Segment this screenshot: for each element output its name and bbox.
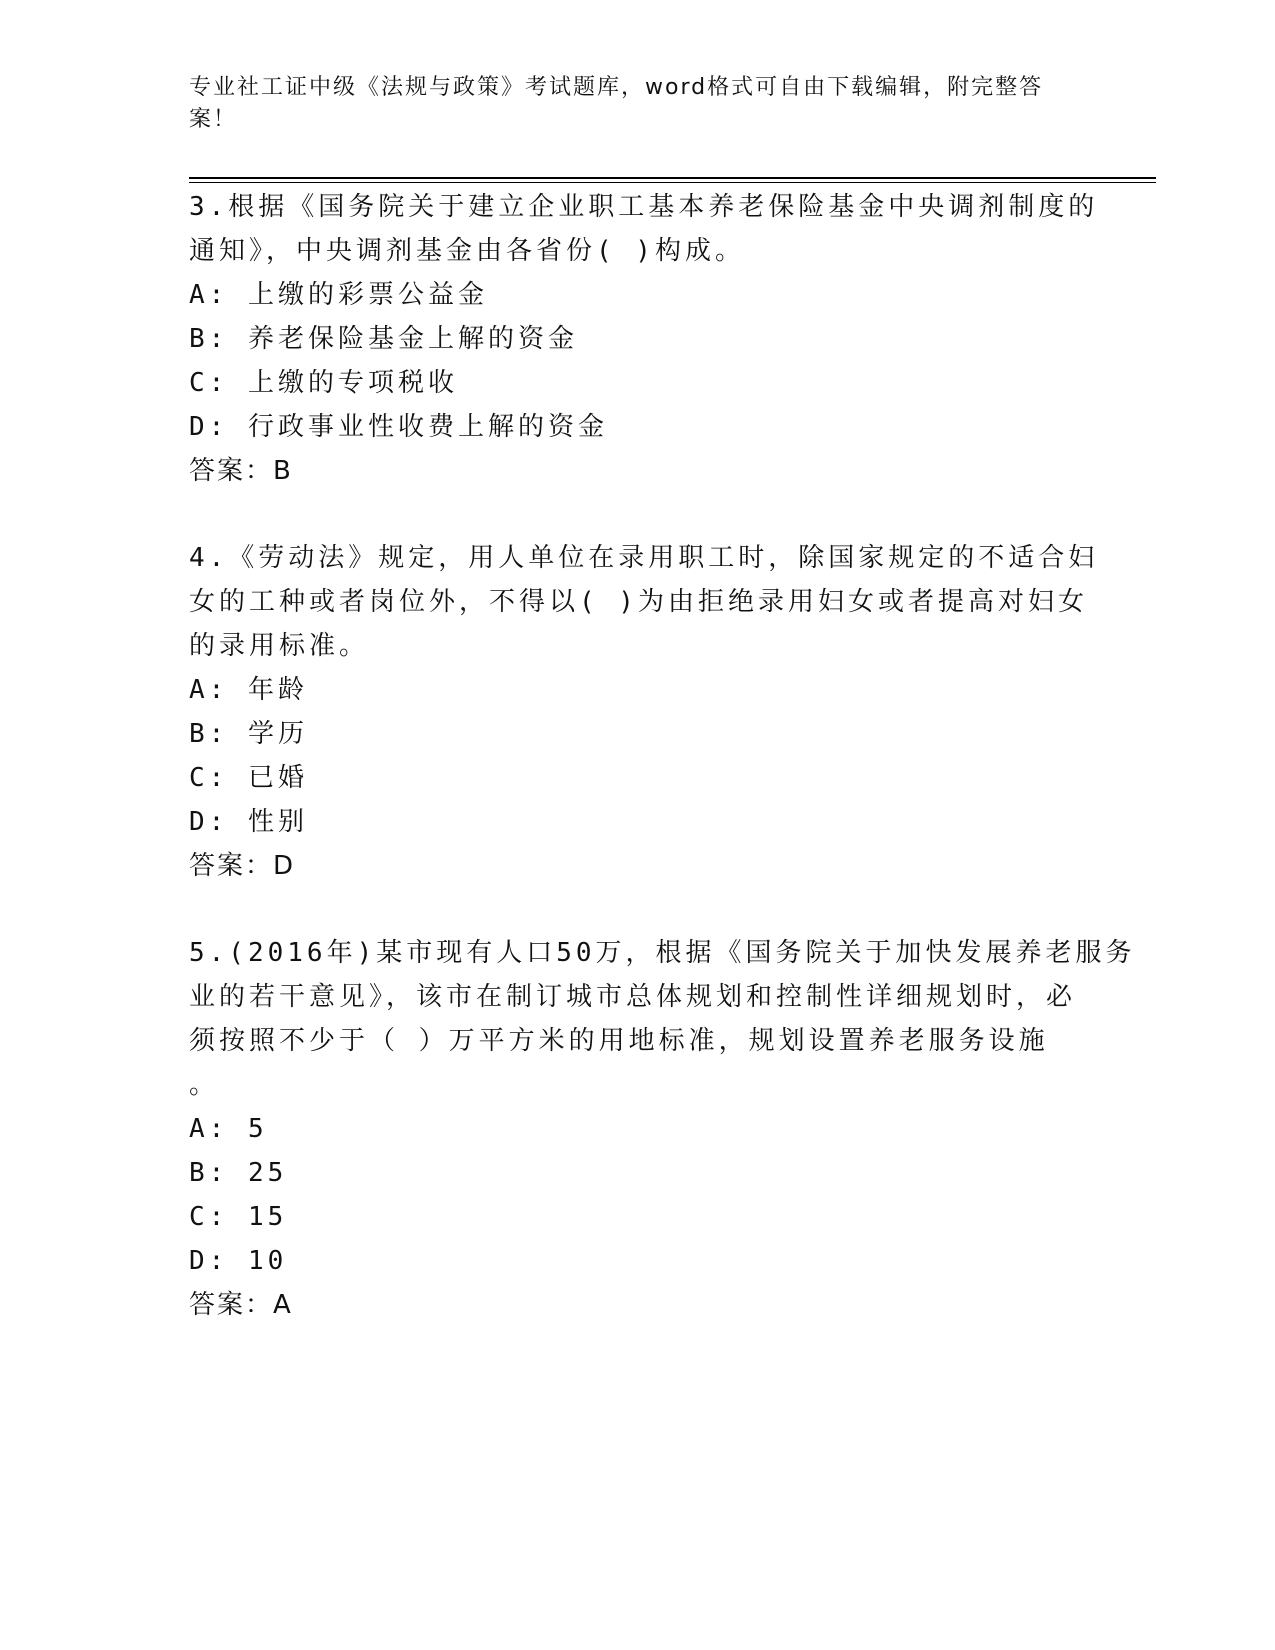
- document-header: [189, 72, 1079, 136]
- question-4-stem-line-3: 的录用标准。: [189, 631, 370, 661]
- question-4-option-b: B: 学历: [189, 719, 308, 749]
- question-5-stem-line-3: 须按照不少于（ ）万平方米的用地标准，规划设置养老服务设施: [189, 1026, 1049, 1056]
- question-3-option-d: D: 行政事业性收费上解的资金: [189, 412, 608, 442]
- question-3-option-b: B: 养老保险基金上解的资金: [189, 324, 578, 354]
- question-3-stem-line-2: 通知》，中央调剂基金由各省份( )构成。: [189, 236, 745, 266]
- question-5-option-c: C: 15: [189, 1202, 288, 1232]
- question-4-stem-line-1: 4.《劳动法》规定，用人单位在录用职工时，除国家规定的不适合妇: [189, 543, 1099, 573]
- question-3-option-a: A: 上缴的彩票公益金: [189, 280, 488, 310]
- question-3-option-c: C: 上缴的专项税收: [189, 368, 458, 398]
- question-5-stem-line-2: 业的若干意见》，该市在制订城市总体规划和控制性详细规划时，必: [189, 982, 1077, 1012]
- question-5-stem-line-1: 5.(2016年)某市现有人口50万，根据《国务院关于加快发展养老服务: [189, 938, 1136, 968]
- question-5-answer: 答案：A: [189, 1290, 293, 1320]
- question-5-stem-line-4: 。: [189, 1070, 220, 1100]
- header-divider-thin: [189, 182, 1156, 183]
- question-5-option-b: B: 25: [189, 1158, 288, 1188]
- header-line-1: 专业社工证中级《法规与政策》考试题库，word格式可自由下载编辑，附完整答: [189, 75, 1044, 100]
- question-4-stem-line-2: 女的工种或者岗位外，不得以( )为由拒绝录用妇女或者提高对妇女: [189, 587, 1088, 617]
- header-line-2: 案！: [189, 107, 238, 132]
- question-4-option-d: D: 性别: [189, 807, 308, 837]
- question-4-answer: 答案：D: [189, 851, 296, 881]
- question-3-answer: 答案：B: [189, 456, 293, 486]
- question-5-option-a: A: 5: [189, 1114, 268, 1144]
- question-4-option-c: C: 已婚: [189, 763, 308, 793]
- header-divider-thick: [189, 177, 1156, 179]
- question-4-option-a: A: 年龄: [189, 675, 308, 705]
- question-3-stem-line-1: 3.根据《国务院关于建立企业职工基本养老保险基金中央调剂制度的: [189, 192, 1099, 222]
- question-5-option-d: D: 10: [189, 1246, 288, 1276]
